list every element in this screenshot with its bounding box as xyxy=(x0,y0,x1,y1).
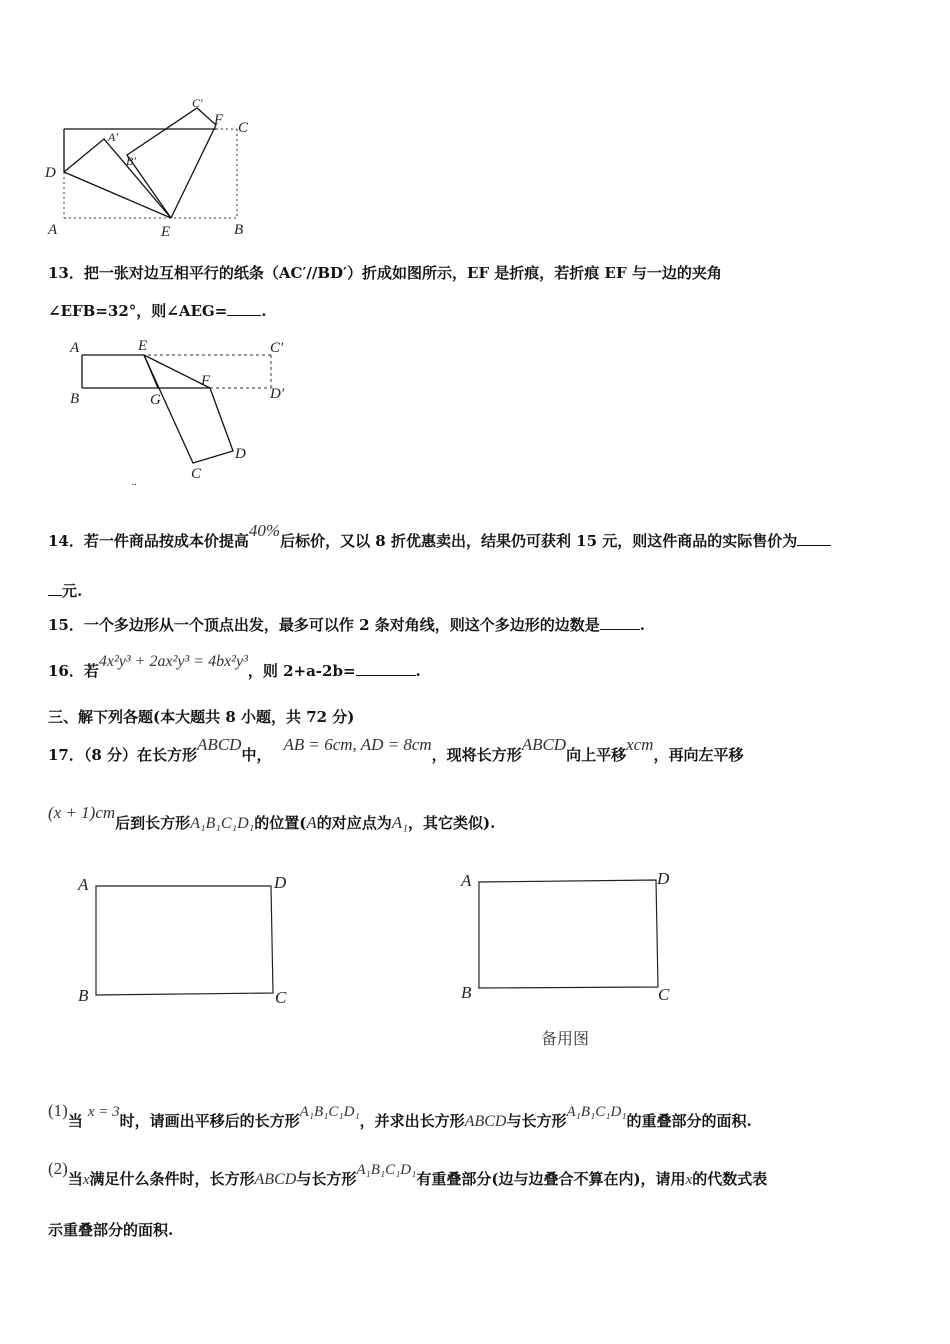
q17-up: 向上平移 xyxy=(566,746,627,764)
q13-text: 13．把一张对边互相平行的纸条（AC′//BD′）折成如图所示，EF 是折痕，若折痕 EF 与一边的夹角 xyxy=(48,264,722,282)
q16-expression: 4x²y³ + 2ax²y³ = 4bx²y³ xyxy=(98,653,248,670)
q17-rect: ABCD xyxy=(197,735,242,754)
part1-rect: ABCD xyxy=(464,1113,507,1130)
label-D: D xyxy=(657,869,670,888)
label-E: E xyxy=(161,224,171,240)
q15-line xyxy=(48,614,645,635)
label-D: D xyxy=(274,873,287,892)
fold-figure-13 xyxy=(60,335,300,488)
q16-post: ，则 2+a-2b= xyxy=(247,662,356,680)
label-B: B xyxy=(70,391,80,407)
part1-cond: x = 3 xyxy=(87,1104,120,1120)
part2-rect: ABCD xyxy=(254,1171,297,1188)
q17-A1: A₁ xyxy=(391,813,409,832)
answer-blank[interactable] xyxy=(356,663,416,676)
part2-x-2: x xyxy=(685,1172,693,1188)
spare-caption: 备用图 xyxy=(541,1029,590,1048)
q13-angle-text: ∠EFB=32°，则∠AEG= xyxy=(48,302,228,320)
q14-unit: 元. xyxy=(62,582,83,600)
part2-line1 xyxy=(48,1159,768,1189)
part2-a: 当 xyxy=(67,1170,83,1188)
part1-e: 的重叠部分的面积. xyxy=(626,1112,752,1130)
label-B: B xyxy=(234,222,244,238)
q15-text: 15．一个多边形从一个顶点出发，最多可以作 2 条对角线，则这个多边形的边数是 xyxy=(48,616,600,634)
q14-percent: 40% xyxy=(248,521,281,540)
part2-b: 满足什么条件时，长方形 xyxy=(89,1170,255,1188)
q16-line xyxy=(48,653,421,681)
answer-blank[interactable] xyxy=(797,533,831,546)
stray-dots: .. xyxy=(132,477,137,488)
section-title: 三、解下列各题(本大题共 8 小题，共 72 分) xyxy=(48,708,355,726)
part1-num: (1) xyxy=(48,1101,68,1120)
part1-c: ，并求出长方形 xyxy=(359,1112,465,1130)
q17-corr: 的对应点为 xyxy=(316,814,392,832)
part2-x: x xyxy=(82,1172,90,1188)
q17-line2 xyxy=(48,803,496,833)
part1-d: 与长方形 xyxy=(506,1112,567,1130)
q14-pre: 14．若一件商品按成本价提高 xyxy=(48,532,249,550)
label-G: G xyxy=(150,392,161,408)
label-B: B xyxy=(78,986,89,1005)
answer-blank[interactable] xyxy=(48,583,62,596)
label-D: D xyxy=(45,165,56,181)
part2-e: 的代数式表 xyxy=(692,1170,768,1188)
q15-end: . xyxy=(639,616,645,634)
q17-pos: 的位置( xyxy=(254,814,307,832)
q13-end: . xyxy=(261,302,267,320)
q13-line2 xyxy=(48,300,267,321)
rectangle-figure-main xyxy=(70,868,310,1018)
fold-figure-12 xyxy=(40,95,270,245)
q16-end: . xyxy=(415,662,421,680)
part1-b: 时，请画出平移后的长方形 xyxy=(119,1112,300,1130)
q17-shift: (x + 1)cm xyxy=(48,803,116,822)
q14-post: 后标价，又以 8 折优惠卖出，结果仍可获利 15 元，则这件商品的实际售价为 xyxy=(280,532,798,550)
q17-xcm: xcm xyxy=(626,735,654,754)
q17-left: ，再向左平移 xyxy=(653,746,744,764)
label-A: A xyxy=(78,875,89,894)
label-C: C xyxy=(238,120,249,136)
label-F: F xyxy=(214,112,224,128)
answer-blank[interactable] xyxy=(600,617,640,630)
q17-rect1: A₁B₁C₁D₁ xyxy=(190,815,255,832)
label-C: C xyxy=(275,988,287,1007)
label-C: C xyxy=(658,985,670,1004)
q17-A: A xyxy=(306,813,317,832)
label-D-prime: D′ xyxy=(270,386,285,402)
q16-pre: 16．若 xyxy=(48,662,99,680)
part2-line2: 示重叠部分的面积. xyxy=(48,1221,174,1239)
q17-pre: 17．（8 分）在长方形 xyxy=(48,746,198,764)
answer-blank[interactable] xyxy=(227,303,261,316)
q17-mid: ，现将长方形 xyxy=(431,746,522,764)
q17-dims: AB = 6cm, AD = 8cm xyxy=(283,735,432,754)
q17-after: 后到长方形 xyxy=(115,814,191,832)
label-E: E xyxy=(138,338,148,354)
label-B: B xyxy=(461,983,472,1002)
part2-rect1: A₁B₁C₁D₁ xyxy=(356,1162,417,1178)
part2-d: 有重叠部分(边与边叠合不算在内)，请用 xyxy=(416,1170,686,1188)
part1-line xyxy=(48,1101,752,1131)
label-C-prime: C′ xyxy=(192,96,203,110)
label-C: C xyxy=(191,466,202,482)
q17-tail: ，其它类似). xyxy=(408,814,496,832)
q14-line2 xyxy=(48,580,82,601)
label-A: A xyxy=(461,871,472,890)
q17-rect-2: ABCD xyxy=(521,735,567,754)
label-D: D xyxy=(235,446,246,462)
label-A: A xyxy=(48,222,58,238)
label-C-prime: C′ xyxy=(270,340,284,356)
part2-num: (2) xyxy=(48,1159,68,1178)
label-A: A xyxy=(70,340,80,356)
part1-a: 当 xyxy=(67,1112,83,1130)
label-B-prime: B′ xyxy=(126,154,136,168)
part1-rect1: A₁B₁C₁D₁ xyxy=(299,1104,360,1120)
rectangle-figure-spare xyxy=(455,866,715,1056)
part2-c: 与长方形 xyxy=(296,1170,357,1188)
q14-line1 xyxy=(48,521,831,551)
q13-line1 xyxy=(48,262,722,283)
q17-zhong: 中， xyxy=(241,746,272,764)
part1-rect1-2: A₁B₁C₁D₁ xyxy=(566,1104,627,1120)
label-A-prime: A′ xyxy=(108,130,118,144)
label-F: F xyxy=(201,373,211,389)
q17-line1 xyxy=(48,735,744,765)
